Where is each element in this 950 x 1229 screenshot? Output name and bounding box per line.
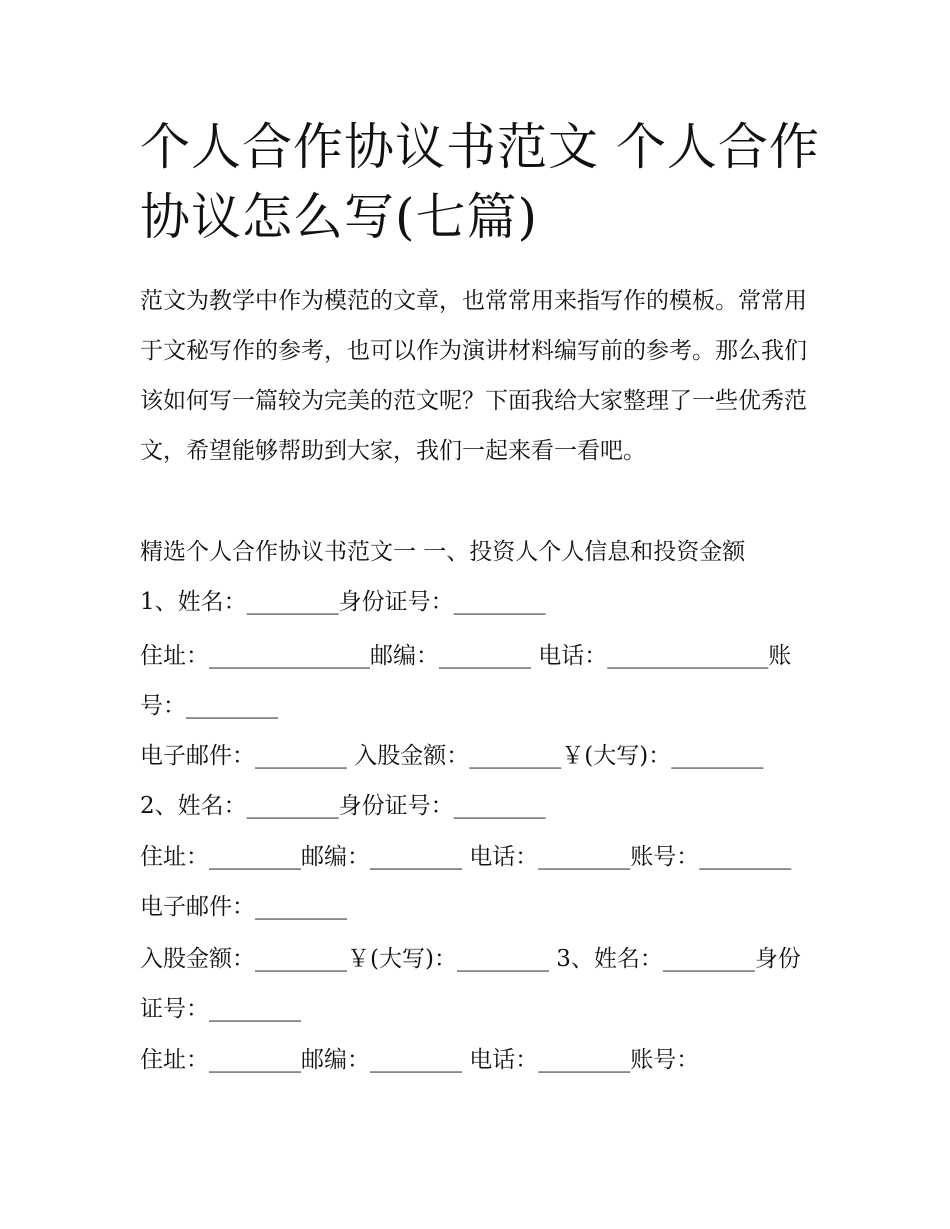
intro-paragraph: 范文为教学中作为模范的文章，也常常用来指写作的模板。常常用于文秘写作的参考，也可以作为演讲材料编写前的参考。那么我们该如何写一篇较为完美的范文呢？下面我给大家整理了一些优秀范文，希望能够帮助到大家，我们一起来看一看吧。 bbox=[140, 288, 807, 464]
investor-1-email-line: 电子邮件：________ 入股金额：________￥(大写)：________ bbox=[140, 743, 764, 769]
document-title: 个人合作协议书范文 个人合作协议怎么写(七篇) bbox=[140, 118, 820, 246]
investor-2-amount-line: 入股金额：________￥(大写)：________ 3、姓名：________身份证号：________ bbox=[140, 946, 801, 1022]
section-heading: 精选个人合作协议书范文一 一、投资人个人信息和投资金额 bbox=[140, 539, 746, 565]
investor-1-address-line: 住址：______________邮编：________ 电话：______________账号：________ bbox=[140, 643, 792, 719]
investor-2-address-line: 住址：________邮编：________ 电话：________账号：________ 电子邮件：________ bbox=[140, 844, 792, 920]
investor-3-address-line: 住址：________邮编：________ 电话：________账号： bbox=[140, 1047, 700, 1073]
investor-1-name-line: 1、姓名：________身份证号：________ bbox=[140, 589, 546, 615]
investor-2-name-line: 2、姓名：________身份证号：________ bbox=[140, 793, 546, 819]
